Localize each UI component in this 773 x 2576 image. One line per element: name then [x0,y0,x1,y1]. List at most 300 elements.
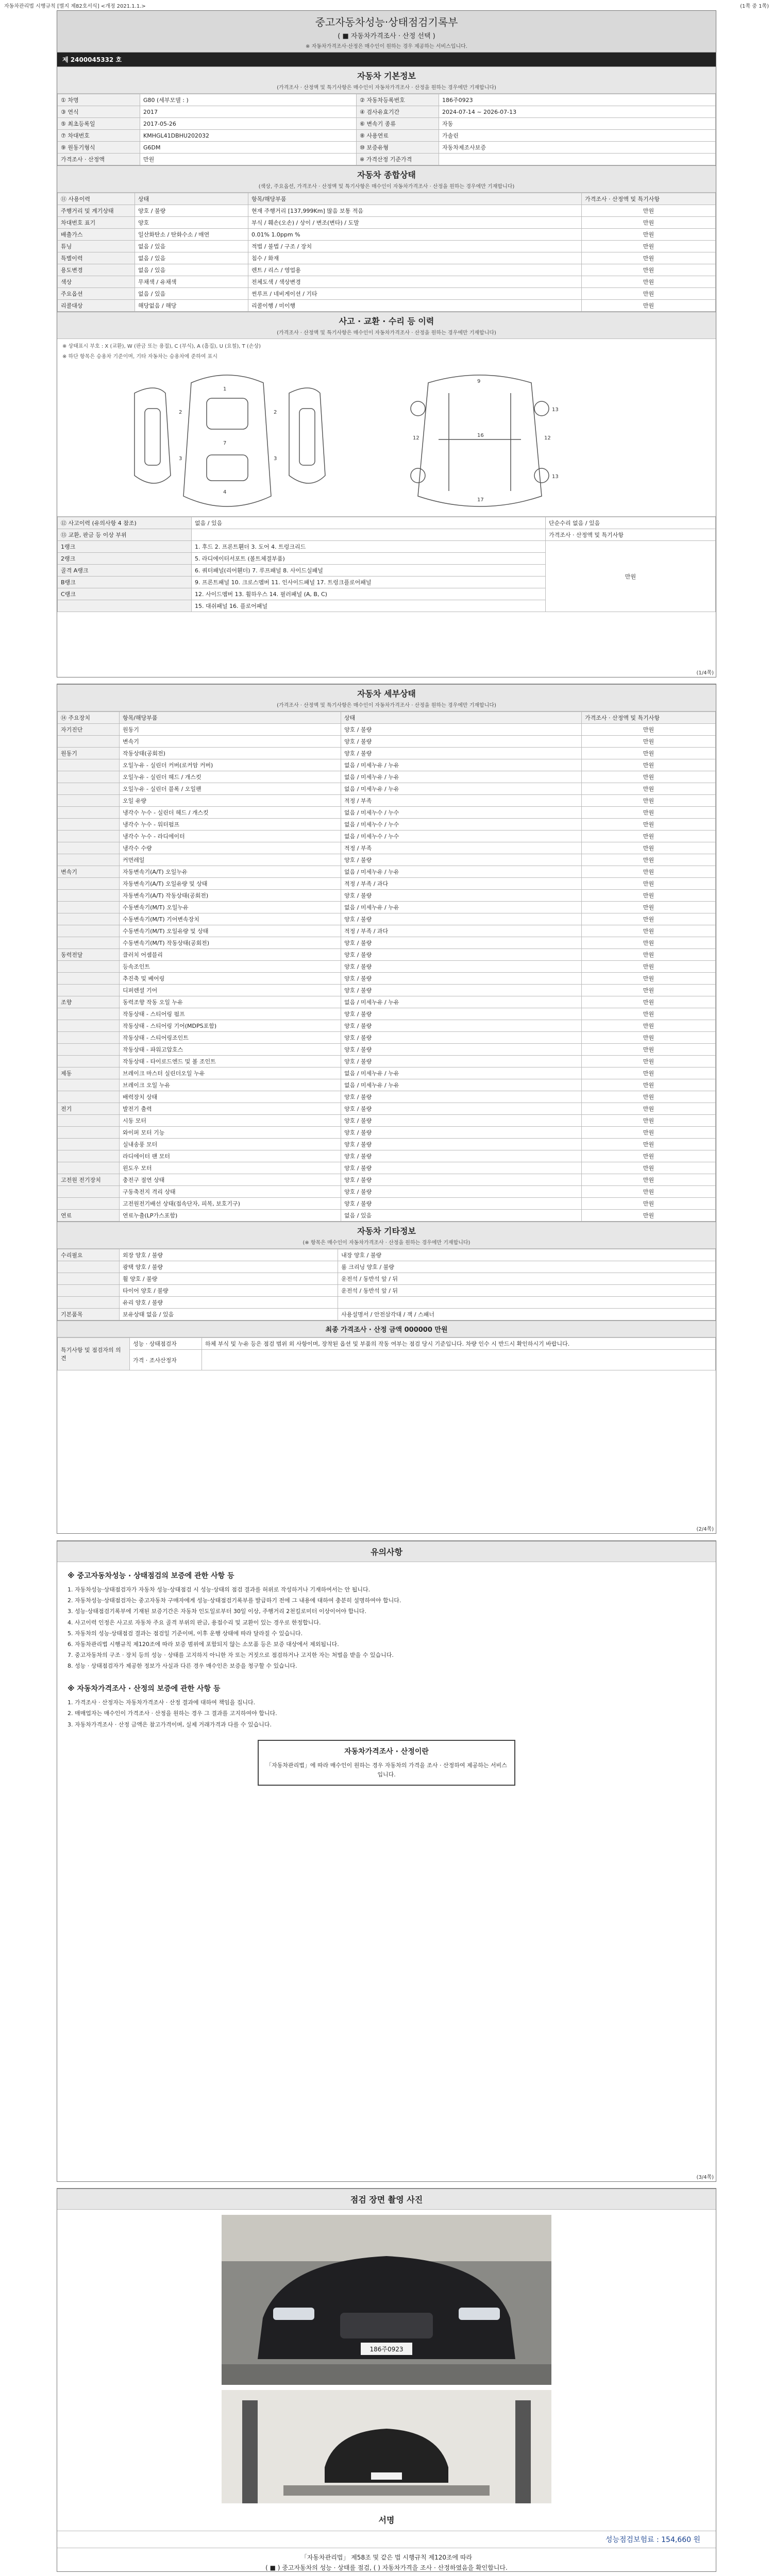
summary-item: 주행거리 및 계기상태 [58,205,135,217]
detail-group [58,807,120,819]
detail-part: 수동변속기(M/T) 오일누유 [120,902,341,913]
detail-part: 오일 유량 [120,795,341,807]
svg-text:4: 4 [223,489,227,495]
detail-price: 만원 [582,842,716,854]
other-row [58,1285,716,1297]
basic-label: ⑥ 변속기 종류 [357,118,439,130]
detail-part: 자동변속기(A/T) 오일유량 및 상태 [120,878,341,890]
summary-detail: 현재 주행거리 [137,999Km] 많음 보통 적음 [248,205,582,217]
sheet-2 [57,684,716,1534]
detail-state: 양호 / 불량 [341,985,582,996]
notice-item: 2. 자동차성능·상태점검자는 중고자동차 구매자에게 성능·상태점검기록부를 발급하기 전에 그 내용에 대하여 충분히 설명하여야 합니다. [68,1597,401,1604]
basic-label: ② 자동차등록번호 [357,94,439,106]
detail-group [58,985,120,996]
basic-value: G80 (세부모델 : ) [140,94,357,106]
detail-group [58,842,120,854]
detail-state: 없음 / 미세누유 / 누유 [341,783,582,795]
summary-item: 색상 [58,276,135,288]
price-opinion-text [202,1350,716,1370]
detail-part: 작동상태 - 파워고압호스 [120,1044,341,1056]
price-info-title: 자동차가격조사 · 산정이란 [344,1747,429,1756]
detail-state: 양호 / 불량 [341,1115,582,1127]
accident-table [57,517,716,612]
detail-price: 만원 [582,1020,716,1032]
notice-item: 3. 자동차가격조사 · 산정 금액은 참고가격이며, 실제 거래가격과 다를 수 있습니다. [68,1721,272,1728]
detail-part: 수동변속기(M/T) 작동상태(공회전) [120,937,341,949]
other-item-b [338,1297,716,1309]
detail-group [58,1198,120,1210]
detail-part: 냉각수 누수 - 워터펌프 [120,819,341,831]
detail-state: 양호 / 불량 [341,1186,582,1198]
detail-row [58,854,716,866]
basic-value: 2024-07-14 ~ 2026-07-13 [439,106,716,118]
detail-state: 양호 / 불량 [341,1127,582,1139]
notice-item: 7. 중고자동차의 구조 · 장치 등의 성능 · 상태를 고지하지 아니한 자 또는 거짓으로 점검하거나 고지한 자는 처벌을 받을 수 있습니다. [68,1651,394,1658]
top-line [4,2,769,9]
other-group: 기본품목 [58,1309,120,1320]
detail-group [58,1079,120,1091]
detail-price: 만원 [582,1079,716,1091]
detail-price: 만원 [582,854,716,866]
sign-line-2: ( ■ ) 중고자동차의 성능 · 상태를 점검, ( ) 자동차가격을 조사 · 산정하였음을 확인합니다. [265,2564,508,2572]
summary-price: 만원 [582,205,716,217]
detail-row [58,831,716,842]
detail-price: 만원 [582,771,716,783]
other-group [58,1261,120,1273]
detail-group: 자기진단 [58,724,120,736]
detail-price: 만원 [582,961,716,973]
grade-label [58,600,192,612]
detail-state: 양호 / 불량 [341,961,582,973]
detail-price: 만원 [582,973,716,985]
detail-row [58,724,716,736]
detail-row [58,1150,716,1162]
detail-part: 라디에이터 팬 모터 [120,1150,341,1162]
summary-row [58,229,716,241]
detail-part: 추진축 및 베어링 [120,973,341,985]
detail-state: 없음 / 미세누유 / 누유 [341,996,582,1008]
detail-state: 없음 / 미세누유 / 누유 [341,866,582,878]
summary-item: 배출가스 [58,229,135,241]
svg-text:3: 3 [274,456,277,462]
summary-price: 만원 [582,252,716,264]
detail-row [58,1056,716,1067]
grade-label: C랭크 [58,588,192,600]
detail-group [58,1044,120,1056]
summary-col-header: ⑪ 사용이력 [58,193,135,205]
detail-group [58,736,120,748]
basic-value: 2017-05-26 [140,118,357,130]
detail-state: 양호 / 불량 [341,1174,582,1186]
detail-state: 없음 / 미세누수 / 누수 [341,831,582,842]
detail-state: 양호 / 불량 [341,1150,582,1162]
svg-text:16: 16 [477,433,484,438]
summary-state: 없음 / 있음 [135,264,248,276]
detail-group: 변속기 [58,866,120,878]
detail-price: 만원 [582,996,716,1008]
plate-number-front: 186주0923 [369,2346,404,2353]
detail-state: 양호 / 불량 [341,724,582,736]
grade-row [58,541,716,553]
other-item-a: 타이어 양호 / 불량 [120,1285,338,1297]
other-item-b: 룸 크리닝 양호 / 불량 [338,1261,716,1273]
detail-part: 수동변속기(M/T) 오일유량 및 상태 [120,925,341,937]
page-indicator: (1쪽 중 1쪽) [740,4,769,9]
other-row [58,1249,716,1261]
summary-col-header: 상태 [135,193,248,205]
accident-row [58,529,716,541]
detail-group [58,913,120,925]
accident-value: 없음 / 있음 [192,517,546,529]
detail-group: 고전원 전기장치 [58,1174,120,1186]
detail-group [58,759,120,771]
summary-state: 양호 [135,217,248,229]
detail-part: 시동 모터 [120,1115,341,1127]
basic-label: ⑦ 차대번호 [58,130,140,142]
detail-price: 만원 [582,1008,716,1020]
price-unit: 만원 [143,156,155,163]
detail-group [58,1162,120,1174]
document-number: 제 2400045332 호 [57,53,716,66]
detail-group [58,771,120,783]
detail-part: 작동상태 - 스티어링 기어(MDPS포함) [120,1020,341,1032]
summary-header: 자동차 종합상태 (색상, 주요옵션, 가격조사 · 산정액 및 특기사항은 매수인이 자동차가격조사 · 산정을 원하는 경우에만 기재합니다) [57,165,716,193]
detail-header: 자동차 세부상태 (가격조사 · 산정액 및 특기사항은 매수인이 자동차가격조사 · 산정을 원하는 경우에만 기재합니다) [57,684,716,711]
detail-group: 동력전달 [58,949,120,961]
summary-detail: 리콜이행 / 미이행 [248,300,582,312]
grade-parts: 5. 라디에이터서포트 (볼트체결부품) [192,553,546,565]
page-number-3: (3/4쪽) [696,2175,714,2180]
summary-state: 없음 / 있음 [135,288,248,300]
fee-value: 154,660 원 [661,2536,700,2544]
detail-row [58,1067,716,1079]
summary-detail: 렌트 / 리스 / 영업용 [248,264,582,276]
other-row [58,1297,716,1309]
other-group [58,1273,120,1285]
summary-price: 만원 [582,288,716,300]
summary-row [58,300,716,312]
accident-label: ⑬ 교환, 판금 등 이상 부위 [58,529,192,541]
detail-row [58,1186,716,1198]
detail-row [58,1008,716,1020]
notice-subtitle-2: ※ 자동차가격조사 · 산정의 보증에 관한 사항 등 [68,1685,221,1693]
grade-label: 2랭크 [58,553,192,565]
detail-price: 만원 [582,807,716,819]
summary-state: 해당없음 / 해당 [135,300,248,312]
grade-parts: 1. 후드 2. 프론트휀더 3. 도어 4. 트렁크리드 [192,541,546,553]
other-group: 수리필요 [58,1249,120,1261]
detail-row [58,807,716,819]
page-number-2: (2/4쪽) [696,1527,714,1532]
detail-part: 연료누출(LP가스포함) [120,1210,341,1222]
grade-parts: 15. 대쉬패널 16. 플로어패널 [192,600,546,612]
detail-row [58,1020,716,1032]
detail-part: 작동상태 - 타이로드엔드 및 볼 조인트 [120,1056,341,1067]
detail-row [58,937,716,949]
grade-parts: 6. 쿼터패널(리어휀더) 7. 루프패널 8. 사이드실패널 [192,565,546,577]
detail-group [58,1091,120,1103]
price-basis-value [439,154,716,165]
detail-group: 연료 [58,1210,120,1222]
detail-price: 만원 [582,925,716,937]
svg-text:1: 1 [223,386,227,392]
form-subtitle: ( ■ 자동차가격조사 · 산정 선택 ) [338,32,435,40]
accident-extra: 단순수리 없음 / 있음 [546,517,716,529]
detail-part: 냉각수 누수 - 라디에이터 [120,831,341,842]
detail-state: 양호 / 불량 [341,949,582,961]
detail-state: 양호 / 불량 [341,1008,582,1020]
detail-row [58,913,716,925]
accident-header: 사고 · 교환 · 수리 등 이력 (가격조사 · 산정액 및 특기사항은 매수인이 자동차가격조사 · 산정을 원하는 경우에만 기재합니다) [57,312,716,339]
summary-detail: 0.01% 1.0ppm % [248,229,582,241]
svg-text:2: 2 [179,410,182,415]
detail-row [58,1139,716,1150]
accident-value [192,529,546,541]
detail-group [58,961,120,973]
detail-row [58,1115,716,1127]
summary-table [57,193,716,312]
detail-row [58,819,716,831]
summary-detail: 썬루프 / 네비게이션 / 기타 [248,288,582,300]
notice-item: 8. 성능 · 상태점검자가 제공한 정보가 사실과 다른 경우 매수인은 보증을 청구할 수 있습니다. [68,1663,297,1670]
detail-row [58,771,716,783]
inspection-photo-rear [222,2390,551,2503]
detail-row [58,878,716,890]
summary-row [58,252,716,264]
svg-text:13: 13 [552,474,559,480]
other-item-b: 내장 양호 / 불량 [338,1249,716,1261]
summary-row [58,288,716,300]
detail-col-header: 가격조사 · 산정액 및 특기사항 [582,712,716,724]
detail-group [58,1032,120,1044]
detail-row [58,1127,716,1139]
price-basis-label: ※ 가격산정 기준가격 [357,154,439,165]
detail-part: 자동변속기(A/T) 작동상태(공회전) [120,890,341,902]
detail-part: 커먼레일 [120,854,341,866]
basic-info-header: 자동차 기본정보 (가격조사 · 산정액 및 특기사항은 매수인이 자동차가격조사 · 산정을 원하는 경우에만 기재합니다) [57,66,716,94]
price-info-text: 「자동차관리법」에 따라 매수인이 원하는 경우 자동차의 가격을 조사 · 산정하여 제공하는 서비스입니다. [266,1761,507,1778]
basic-label: ⑧ 사용연료 [357,130,439,142]
detail-row [58,866,716,878]
summary-price: 만원 [582,300,716,312]
summary-row [58,217,716,229]
detail-group [58,1139,120,1150]
detail-state: 양호 / 불량 [341,1032,582,1044]
other-item-b: 운전석 / 동반석 앞 / 뒤 [338,1285,716,1297]
other-item-b: 사용설명서 / 안전삼각대 / 잭 / 스패너 [338,1309,716,1320]
detail-part: 원동기 [120,724,341,736]
summary-row [58,276,716,288]
photo-header: 점검 장면 촬영 사진 [57,2189,716,2210]
detail-part: 작동상태 - 스티어링 펌프 [120,1008,341,1020]
summary-item: 용도변경 [58,264,135,276]
opinion-table [57,1337,716,1370]
summary-price: 만원 [582,217,716,229]
detail-price: 만원 [582,985,716,996]
notice-item: 5. 자동차의 성능·상태점검 결과는 점검일 기준이며, 이후 운행 상태에 따라 달라질 수 있습니다. [68,1630,303,1637]
detail-state: 없음 / 미세누수 / 누수 [341,807,582,819]
basic-info-table [57,94,716,165]
detail-state: 적정 / 부족 / 과다 [341,925,582,937]
grade-parts: 9. 프론트패널 10. 크로스멤버 11. 인사이드패널 17. 트렁크플로어패널 [192,577,546,588]
detail-group [58,854,120,866]
detail-state: 양호 / 불량 [341,937,582,949]
detail-part: 윈도우 모터 [120,1162,341,1174]
notice-list-1 [68,1585,705,1671]
detail-price: 만원 [582,1139,716,1150]
detail-group: 조향 [58,996,120,1008]
perf-inspector-label: 성능 · 상태점검자 [130,1338,202,1350]
detail-price: 만원 [582,913,716,925]
sign-title: 서명 [378,2515,395,2525]
detail-col-header: 항목/해당부품 [120,712,341,724]
basic-row [58,94,716,106]
grade-label: B랭크 [58,577,192,588]
form-note: ※ 자동차가격조사·산정은 매수인이 원하는 경우 제공하는 서비스입니다. [306,44,467,49]
basic-value: KMHGL41DBHU202032 [140,130,357,142]
notice-list-2 [68,1698,705,1729]
svg-text:7: 7 [223,440,227,446]
detail-row [58,902,716,913]
other-row [58,1273,716,1285]
basic-label: ④ 검사유효기간 [357,106,439,118]
detail-col-header: ⑭ 주요장치 [58,712,120,724]
detail-row [58,973,716,985]
detail-state: 적정 / 부족 [341,842,582,854]
other-group [58,1285,120,1297]
detail-row [58,1044,716,1056]
detail-price: 만원 [582,949,716,961]
detail-state: 양호 / 불량 [341,854,582,866]
summary-price: 만원 [582,229,716,241]
basic-row [58,130,716,142]
other-item-a: 외장 양호 / 불량 [120,1249,338,1261]
notice-item: 6. 자동차관리법 시행규칙 제120조에 따라 보증 범위에 포함되지 않는 소모품 등은 보증 대상에서 제외됩니다. [68,1640,339,1648]
detail-part: 고전원전기배선 상태(접속단자, 피복, 보호기구) [120,1198,341,1210]
detail-state: 없음 / 미세누유 / 누유 [341,759,582,771]
detail-price: 만원 [582,937,716,949]
notice-body [57,1562,716,1796]
basic-label: ⑩ 보증유형 [357,142,439,154]
other-header: 자동차 기타정보 (※ 항목은 매수인이 자동차가격조사 · 산정을 원하는 경우에만 기재합니다) [57,1222,716,1249]
summary-item: 튜닝 [58,241,135,252]
detail-group [58,1115,120,1127]
sheet-4 [57,2188,716,2572]
grade-parts: 12. 사이드멤버 13. 휠하우스 14. 필러패널 (A, B, C) [192,588,546,600]
detail-state: 없음 / 미세누유 / 누유 [341,1067,582,1079]
basic-row [58,142,716,154]
fee-label: 성능점검보험료 : [605,2536,659,2544]
detail-group [58,819,120,831]
detail-price: 만원 [582,1067,716,1079]
basic-value: 자동차제조사보증 [439,142,716,154]
detail-row [58,949,716,961]
sign-statement [57,2548,716,2576]
accident-extra: 가격조사 · 산정액 및 특기사항 [546,529,716,541]
detail-price: 만원 [582,724,716,736]
detail-row [58,996,716,1008]
detail-part: 작동상태 - 스티어링조인트 [120,1032,341,1044]
summary-price: 만원 [582,276,716,288]
other-row [58,1261,716,1273]
price-inspector-label: 가격 · 조사산정자 [130,1350,202,1370]
notice-subtitle-1: ※ 중고자동차성능 · 상태점검의 보증에 관한 사항 등 [68,1572,234,1580]
basic-label: ⑤ 최초등록일 [58,118,140,130]
detail-row [58,1210,716,1222]
detail-state: 양호 / 불량 [341,748,582,759]
detail-state: 없음 / 미세누유 / 누유 [341,902,582,913]
summary-detail: 적법 / 불법 / 구조 / 장치 [248,241,582,252]
summary-price: 만원 [582,241,716,252]
detail-group [58,937,120,949]
detail-row [58,842,716,854]
other-item-b: 운전석 / 동반석 앞 / 뒤 [338,1273,716,1285]
svg-text:9: 9 [477,379,481,384]
svg-text:17: 17 [477,497,484,503]
notice-header: 유의사항 [57,1541,716,1562]
detail-state: 없음 / 미세누수 / 누수 [341,819,582,831]
detail-row [58,736,716,748]
svg-text:12: 12 [413,435,419,441]
summary-detail: 전체도색 / 색상변경 [248,276,582,288]
detail-part: 동력조향 작동 오일 누유 [120,996,341,1008]
detail-price: 만원 [582,795,716,807]
detail-part: 구동축전지 격리 상태 [120,1186,341,1198]
detail-price: 만원 [582,890,716,902]
detail-price: 만원 [582,1103,716,1115]
grade-label: 1랭크 [58,541,192,553]
detail-price: 만원 [582,1150,716,1162]
summary-col-header: 가격조사 · 산정액 및 특기사항 [582,193,716,205]
detail-row [58,1174,716,1186]
detail-part: 변속기 [120,736,341,748]
detail-part: 와이퍼 모터 기능 [120,1127,341,1139]
detail-part: 수동변속기(M/T) 기어변속장치 [120,913,341,925]
detail-group: 전기 [58,1103,120,1115]
detail-part: 등속조인트 [120,961,341,973]
summary-item: 특별이력 [58,252,135,264]
detail-row [58,1091,716,1103]
summary-item: 차대번호 표기 [58,217,135,229]
detail-state: 양호 / 불량 [341,913,582,925]
detail-group [58,890,120,902]
basic-row [58,106,716,118]
detail-row [58,961,716,973]
detail-state: 양호 / 불량 [341,973,582,985]
detail-state: 적정 / 부족 [341,795,582,807]
detail-group [58,902,120,913]
notice-item: 4. 사고이력 인정은 사고로 자동차 주요 골격 부위의 판금, 용접수리 및 교환이 있는 경우로 한정합니다. [68,1619,321,1626]
detail-state: 양호 / 불량 [341,1091,582,1103]
detail-price: 만원 [582,831,716,842]
detail-group [58,1020,120,1032]
detail-group [58,1186,120,1198]
detail-part: 오일누유 - 실린더 커버(로커암 커버) [120,759,341,771]
detail-group [58,783,120,795]
detail-group [58,795,120,807]
detail-group [58,1127,120,1139]
detail-price: 만원 [582,1032,716,1044]
basic-value: G6DM [140,142,357,154]
basic-value: 186주0923 [439,94,716,106]
other-group [58,1297,120,1309]
detail-row [58,1162,716,1174]
detail-state: 양호 / 불량 [341,1044,582,1056]
accident-label: ⑫ 사고이력 (유의사항 4 참조) [58,517,192,529]
detail-row [58,985,716,996]
summary-item: 주요옵션 [58,288,135,300]
detail-state: 양호 / 불량 [341,1103,582,1115]
